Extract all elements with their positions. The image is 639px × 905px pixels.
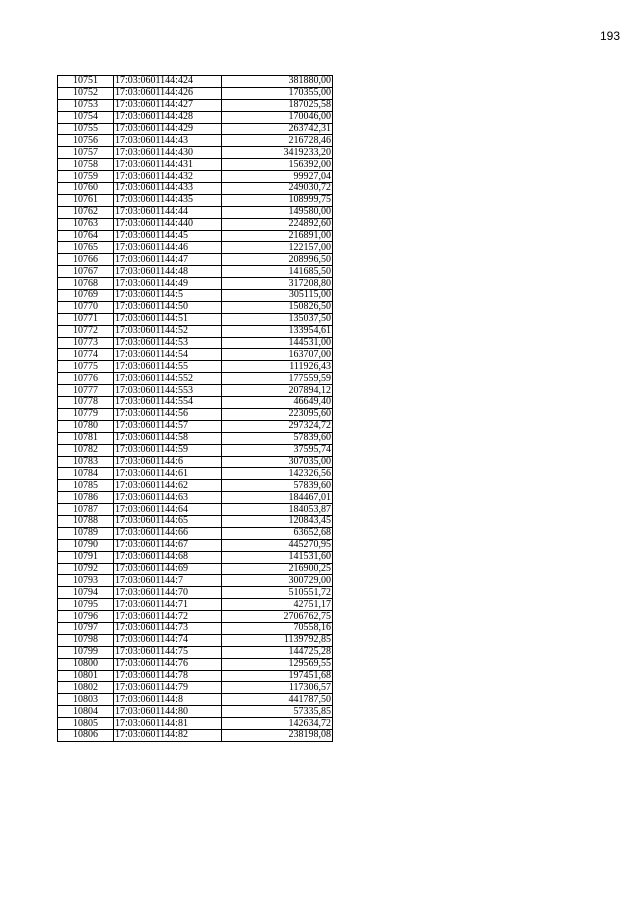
cadastral-number-cell: 17:03:0601144:427 <box>114 99 222 111</box>
row-number-cell: 10772 <box>58 325 114 337</box>
row-number-cell: 10806 <box>58 729 114 741</box>
row-number-cell: 10761 <box>58 194 114 206</box>
table-row <box>58 504 333 516</box>
cadastral-number-cell: 17:03:0601144:53 <box>114 337 222 349</box>
cadastral-value-cell: 177559,59 <box>222 373 333 385</box>
cadastral-number-cell: 17:03:0601144:73 <box>114 622 222 634</box>
table-row <box>58 76 333 88</box>
cadastral-number-cell: 17:03:0601144:43 <box>114 135 222 147</box>
cadastral-value-table <box>57 75 333 742</box>
row-number-cell: 10794 <box>58 587 114 599</box>
table-row <box>58 694 333 706</box>
cadastral-number-cell: 17:03:0601144:433 <box>114 183 222 195</box>
cadastral-value-cell: 216891,00 <box>222 230 333 242</box>
table-row <box>58 135 333 147</box>
cadastral-value-cell: 249030,72 <box>222 183 333 195</box>
row-number-cell: 10757 <box>58 147 114 159</box>
cadastral-value-cell: 300729,00 <box>222 575 333 587</box>
cadastral-number-cell: 17:03:0601144:80 <box>114 706 222 718</box>
cadastral-value-cell: 224892,60 <box>222 218 333 230</box>
cadastral-value-cell: 37595,74 <box>222 444 333 456</box>
cadastral-value-cell: 150826,50 <box>222 301 333 313</box>
table-row <box>58 230 333 242</box>
table-row <box>58 218 333 230</box>
cadastral-value-cell: 117306,57 <box>222 682 333 694</box>
cadastral-number-cell: 17:03:0601144:63 <box>114 492 222 504</box>
row-number-cell: 10765 <box>58 242 114 254</box>
cadastral-value-cell: 1139792,85 <box>222 634 333 646</box>
cadastral-number-cell: 17:03:0601144:69 <box>114 563 222 575</box>
cadastral-number-cell: 17:03:0601144:78 <box>114 670 222 682</box>
table-row <box>58 539 333 551</box>
cadastral-number-cell: 17:03:0601144:430 <box>114 147 222 159</box>
cadastral-value-cell: 381880,00 <box>222 76 333 88</box>
table-row <box>58 337 333 349</box>
row-number-cell: 10781 <box>58 432 114 444</box>
table-row <box>58 373 333 385</box>
cadastral-value-cell: 141531,60 <box>222 551 333 563</box>
table-row <box>58 718 333 730</box>
row-number-cell: 10766 <box>58 254 114 266</box>
table-row <box>58 254 333 266</box>
cadastral-value-cell: 57839,60 <box>222 432 333 444</box>
cadastral-value-cell: 108999,75 <box>222 194 333 206</box>
row-number-cell: 10764 <box>58 230 114 242</box>
cadastral-value-cell: 111926,43 <box>222 361 333 373</box>
cadastral-value-cell: 263742,31 <box>222 123 333 135</box>
cadastral-number-cell: 17:03:0601144:552 <box>114 373 222 385</box>
cadastral-number-cell: 17:03:0601144:428 <box>114 111 222 123</box>
table-row <box>58 599 333 611</box>
cadastral-number-cell: 17:03:0601144:72 <box>114 611 222 623</box>
row-number-cell: 10763 <box>58 218 114 230</box>
cadastral-value-cell: 441787,50 <box>222 694 333 706</box>
table-row <box>58 171 333 183</box>
table-row <box>58 551 333 563</box>
cadastral-value-cell: 142634,72 <box>222 718 333 730</box>
cadastral-number-cell: 17:03:0601144:56 <box>114 408 222 420</box>
table-row <box>58 587 333 599</box>
row-number-cell: 10769 <box>58 290 114 302</box>
table-row <box>58 575 333 587</box>
cadastral-number-cell: 17:03:0601144:52 <box>114 325 222 337</box>
cadastral-value-cell: 149580,00 <box>222 206 333 218</box>
cadastral-value-cell: 57335,85 <box>222 706 333 718</box>
cadastral-number-cell: 17:03:0601144:59 <box>114 444 222 456</box>
row-number-cell: 10758 <box>58 159 114 171</box>
cadastral-number-cell: 17:03:0601144:44 <box>114 206 222 218</box>
table-row <box>58 670 333 682</box>
table-row <box>58 361 333 373</box>
cadastral-number-cell: 17:03:0601144:58 <box>114 432 222 444</box>
cadastral-number-cell: 17:03:0601144:65 <box>114 515 222 527</box>
row-number-cell: 10751 <box>58 76 114 88</box>
row-number-cell: 10756 <box>58 135 114 147</box>
table-row <box>58 646 333 658</box>
row-number-cell: 10774 <box>58 349 114 361</box>
row-number-cell: 10784 <box>58 468 114 480</box>
cadastral-number-cell: 17:03:0601144:51 <box>114 313 222 325</box>
row-number-cell: 10803 <box>58 694 114 706</box>
table-row <box>58 468 333 480</box>
table-row <box>58 242 333 254</box>
cadastral-value-cell: 197451,68 <box>222 670 333 682</box>
table-row <box>58 682 333 694</box>
cadastral-number-cell: 17:03:0601144:57 <box>114 420 222 432</box>
row-number-cell: 10787 <box>58 504 114 516</box>
cadastral-number-cell: 17:03:0601144:8 <box>114 694 222 706</box>
row-number-cell: 10779 <box>58 408 114 420</box>
cadastral-number-cell: 17:03:0601144:553 <box>114 385 222 397</box>
table-row <box>58 183 333 195</box>
row-number-cell: 10773 <box>58 337 114 349</box>
cadastral-value-cell: 187025,58 <box>222 99 333 111</box>
row-number-cell: 10804 <box>58 706 114 718</box>
cadastral-number-cell: 17:03:0601144:7 <box>114 575 222 587</box>
cadastral-value-cell: 445270,95 <box>222 539 333 551</box>
cadastral-value-cell: 142326,56 <box>222 468 333 480</box>
cadastral-number-cell: 17:03:0601144:47 <box>114 254 222 266</box>
cadastral-number-cell: 17:03:0601144:435 <box>114 194 222 206</box>
cadastral-number-cell: 17:03:0601144:66 <box>114 527 222 539</box>
table-row <box>58 123 333 135</box>
cadastral-value-cell: 133954,61 <box>222 325 333 337</box>
cadastral-number-cell: 17:03:0601144:64 <box>114 504 222 516</box>
cadastral-number-cell: 17:03:0601144:426 <box>114 87 222 99</box>
row-number-cell: 10797 <box>58 622 114 634</box>
cadastral-number-cell: 17:03:0601144:49 <box>114 278 222 290</box>
cadastral-number-cell: 17:03:0601144:75 <box>114 646 222 658</box>
table-row <box>58 456 333 468</box>
table-row <box>58 147 333 159</box>
table-row <box>58 349 333 361</box>
table-row <box>58 266 333 278</box>
cadastral-number-cell: 17:03:0601144:71 <box>114 599 222 611</box>
table-row <box>58 397 333 409</box>
row-number-cell: 10754 <box>58 111 114 123</box>
cadastral-value-cell: 207894,12 <box>222 385 333 397</box>
table-row <box>58 159 333 171</box>
row-number-cell: 10752 <box>58 87 114 99</box>
cadastral-value-cell: 170046,00 <box>222 111 333 123</box>
table-row <box>58 658 333 670</box>
table-row <box>58 290 333 302</box>
cadastral-number-cell: 17:03:0601144:70 <box>114 587 222 599</box>
table-body <box>58 76 333 742</box>
cadastral-number-cell: 17:03:0601144:45 <box>114 230 222 242</box>
table-row <box>58 611 333 623</box>
row-number-cell: 10791 <box>58 551 114 563</box>
row-number-cell: 10802 <box>58 682 114 694</box>
cadastral-value-cell: 216900,25 <box>222 563 333 575</box>
row-number-cell: 10785 <box>58 480 114 492</box>
cadastral-number-cell: 17:03:0601144:55 <box>114 361 222 373</box>
cadastral-number-cell: 17:03:0601144:54 <box>114 349 222 361</box>
cadastral-number-cell: 17:03:0601144:48 <box>114 266 222 278</box>
cadastral-number-cell: 17:03:0601144:79 <box>114 682 222 694</box>
cadastral-value-cell: 63652,68 <box>222 527 333 539</box>
row-number-cell: 10768 <box>58 278 114 290</box>
row-number-cell: 10796 <box>58 611 114 623</box>
cadastral-value-cell: 57839,60 <box>222 480 333 492</box>
row-number-cell: 10789 <box>58 527 114 539</box>
table-row <box>58 706 333 718</box>
cadastral-number-cell: 17:03:0601144:50 <box>114 301 222 313</box>
cadastral-value-cell: 184467,01 <box>222 492 333 504</box>
row-number-cell: 10786 <box>58 492 114 504</box>
table-row <box>58 111 333 123</box>
row-number-cell: 10792 <box>58 563 114 575</box>
cadastral-value-cell: 120843,45 <box>222 515 333 527</box>
row-number-cell: 10767 <box>58 266 114 278</box>
cadastral-value-cell: 2706762,75 <box>222 611 333 623</box>
table-row <box>58 634 333 646</box>
row-number-cell: 10795 <box>58 599 114 611</box>
row-number-cell: 10800 <box>58 658 114 670</box>
cadastral-value-cell: 99927,04 <box>222 171 333 183</box>
row-number-cell: 10778 <box>58 397 114 409</box>
row-number-cell: 10760 <box>58 183 114 195</box>
table-row <box>58 99 333 111</box>
table-row <box>58 408 333 420</box>
row-number-cell: 10759 <box>58 171 114 183</box>
table-row <box>58 325 333 337</box>
row-number-cell: 10775 <box>58 361 114 373</box>
cadastral-number-cell: 17:03:0601144:67 <box>114 539 222 551</box>
table-row <box>58 444 333 456</box>
table-row <box>58 492 333 504</box>
row-number-cell: 10776 <box>58 373 114 385</box>
cadastral-value-cell: 46649,40 <box>222 397 333 409</box>
table-row <box>58 563 333 575</box>
cadastral-number-cell: 17:03:0601144:74 <box>114 634 222 646</box>
row-number-cell: 10805 <box>58 718 114 730</box>
row-number-cell: 10790 <box>58 539 114 551</box>
row-number-cell: 10780 <box>58 420 114 432</box>
cadastral-number-cell: 17:03:0601144:61 <box>114 468 222 480</box>
table-row <box>58 729 333 741</box>
cadastral-value-cell: 70558,16 <box>222 622 333 634</box>
cadastral-value-cell: 144531,00 <box>222 337 333 349</box>
cadastral-number-cell: 17:03:0601144:554 <box>114 397 222 409</box>
cadastral-value-cell: 144725,28 <box>222 646 333 658</box>
row-number-cell: 10799 <box>58 646 114 658</box>
cadastral-number-cell: 17:03:0601144:46 <box>114 242 222 254</box>
cadastral-value-cell: 238198,08 <box>222 729 333 741</box>
table-row <box>58 87 333 99</box>
table-row <box>58 420 333 432</box>
cadastral-number-cell: 17:03:0601144:424 <box>114 76 222 88</box>
cadastral-number-cell: 17:03:0601144:76 <box>114 658 222 670</box>
table-row <box>58 515 333 527</box>
cadastral-value-cell: 163707,00 <box>222 349 333 361</box>
page-number: 193 <box>599 29 620 43</box>
row-number-cell: 10771 <box>58 313 114 325</box>
row-number-cell: 10762 <box>58 206 114 218</box>
row-number-cell: 10793 <box>58 575 114 587</box>
cadastral-value-cell: 305115,00 <box>222 290 333 302</box>
table-row <box>58 385 333 397</box>
cadastral-value-cell: 156392,00 <box>222 159 333 171</box>
row-number-cell: 10782 <box>58 444 114 456</box>
cadastral-value-cell: 42751,17 <box>222 599 333 611</box>
cadastral-number-cell: 17:03:0601144:68 <box>114 551 222 563</box>
table-row <box>58 622 333 634</box>
cadastral-value-cell: 129569,55 <box>222 658 333 670</box>
cadastral-value-cell: 3419233,20 <box>222 147 333 159</box>
table-row <box>58 480 333 492</box>
row-number-cell: 10788 <box>58 515 114 527</box>
row-number-cell: 10770 <box>58 301 114 313</box>
cadastral-value-cell: 184053,87 <box>222 504 333 516</box>
cadastral-value-cell: 297324,72 <box>222 420 333 432</box>
row-number-cell: 10801 <box>58 670 114 682</box>
cadastral-value-cell: 122157,00 <box>222 242 333 254</box>
row-number-cell: 10798 <box>58 634 114 646</box>
cadastral-number-cell: 17:03:0601144:82 <box>114 729 222 741</box>
cadastral-value-cell: 170355,00 <box>222 87 333 99</box>
cadastral-number-cell: 17:03:0601144:429 <box>114 123 222 135</box>
table-row <box>58 206 333 218</box>
row-number-cell: 10777 <box>58 385 114 397</box>
cadastral-number-cell: 17:03:0601144:62 <box>114 480 222 492</box>
cadastral-value-cell: 510551,72 <box>222 587 333 599</box>
table-row <box>58 278 333 290</box>
cadastral-value-cell: 317208,80 <box>222 278 333 290</box>
table-row <box>58 301 333 313</box>
table-row <box>58 194 333 206</box>
cadastral-value-cell: 216728,46 <box>222 135 333 147</box>
table-row <box>58 313 333 325</box>
cadastral-number-cell: 17:03:0601144:431 <box>114 159 222 171</box>
cadastral-value-cell: 141685,50 <box>222 266 333 278</box>
cadastral-value-cell: 208996,50 <box>222 254 333 266</box>
cadastral-value-cell: 223095,60 <box>222 408 333 420</box>
row-number-cell: 10753 <box>58 99 114 111</box>
cadastral-number-cell: 17:03:0601144:5 <box>114 290 222 302</box>
cadastral-number-cell: 17:03:0601144:6 <box>114 456 222 468</box>
cadastral-value-cell: 135037,50 <box>222 313 333 325</box>
table-row <box>58 527 333 539</box>
cadastral-number-cell: 17:03:0601144:440 <box>114 218 222 230</box>
cadastral-number-cell: 17:03:0601144:81 <box>114 718 222 730</box>
table-row <box>58 432 333 444</box>
row-number-cell: 10783 <box>58 456 114 468</box>
cadastral-number-cell: 17:03:0601144:432 <box>114 171 222 183</box>
cadastral-value-cell: 307035,00 <box>222 456 333 468</box>
row-number-cell: 10755 <box>58 123 114 135</box>
